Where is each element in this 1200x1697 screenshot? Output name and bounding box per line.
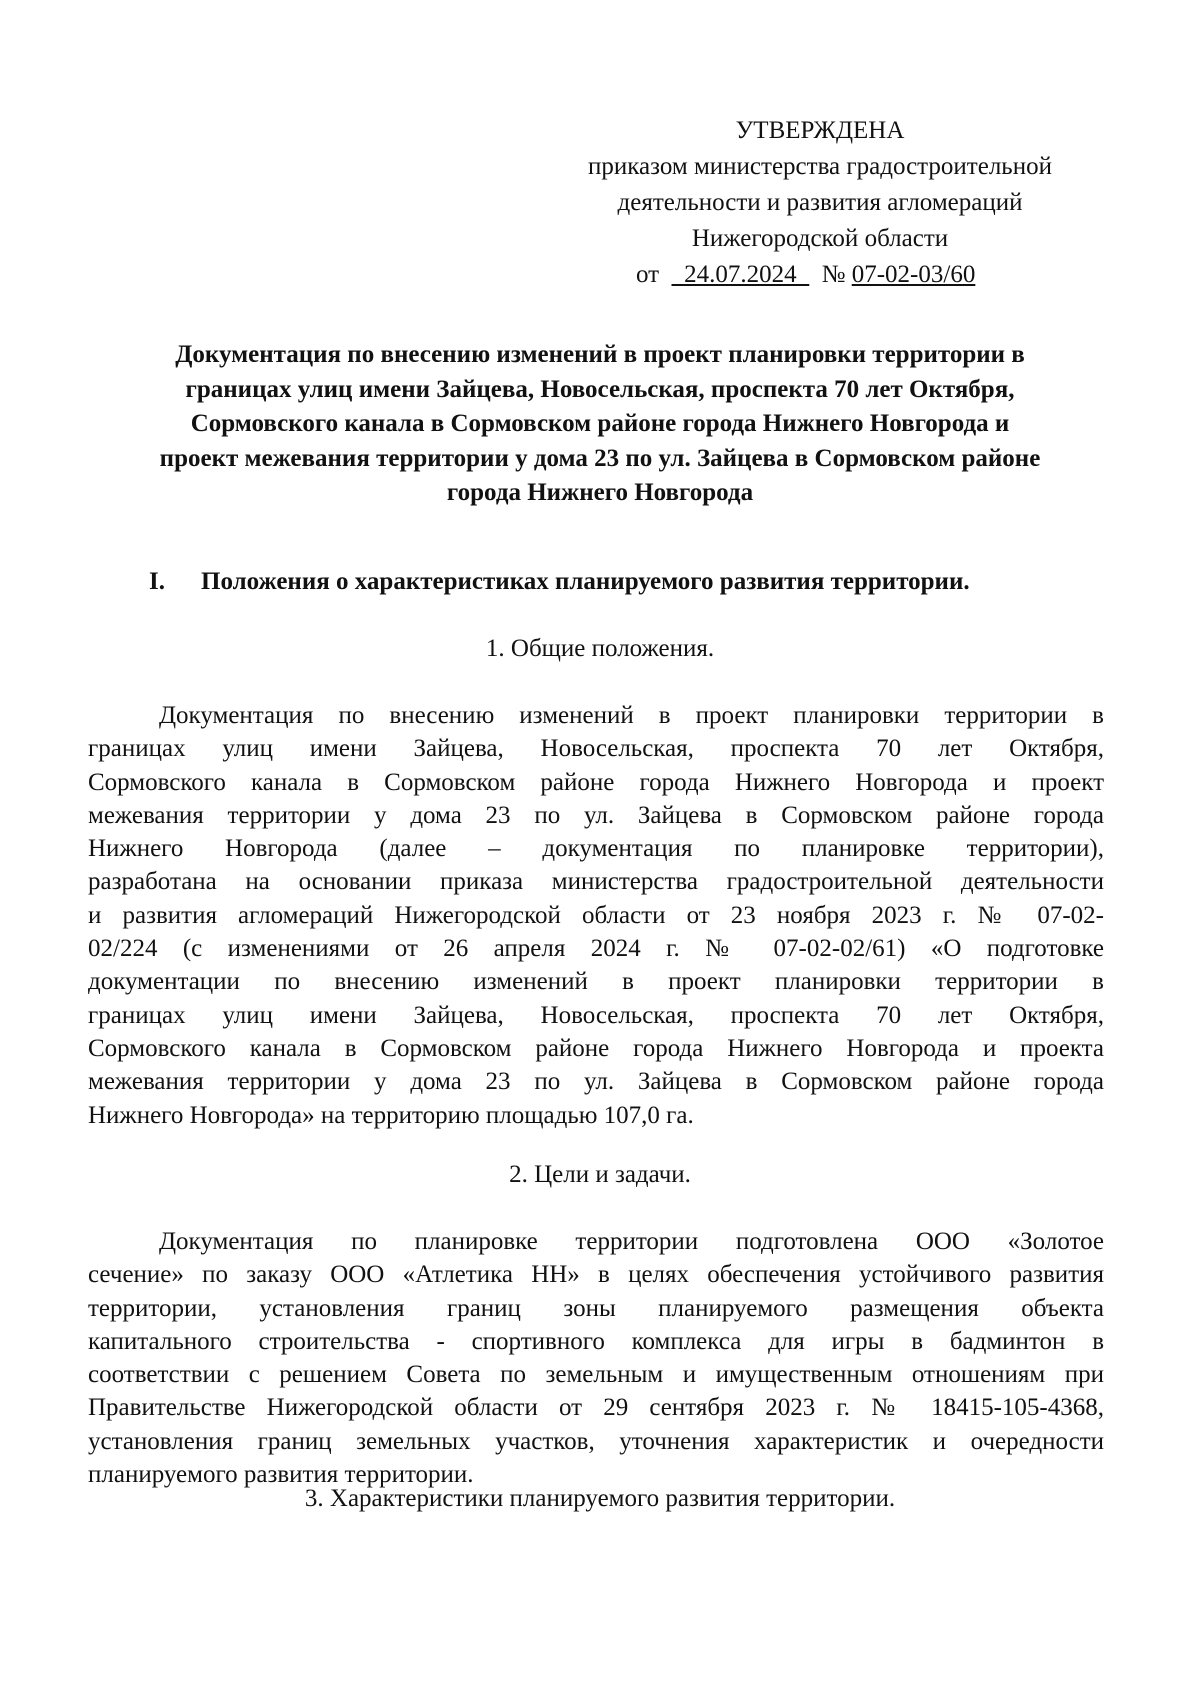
paragraph-line: сечение» по заказу ООО «Атлетика НН» в целях обеспечения устойчивого развития xyxy=(88,1261,1104,1289)
paragraph-line: границах улиц имени Зайцева, Новосельская, проспекта 70 лет Октября, xyxy=(88,735,1104,763)
paragraph-line: территории, установления границ зоны планируемого размещения объекта xyxy=(88,1294,1104,1322)
paragraph-line: межевания территории у дома 23 по ул. Зайцева в Сормовском районе города xyxy=(88,1068,1104,1096)
title-line: Сормовского канала в Сормовском районе города Нижнего Новгорода и xyxy=(190,410,1010,437)
approval-number-sign: № xyxy=(821,261,846,288)
paragraph-line: разработана на основании приказа министерства градостроительной деятельности xyxy=(88,868,1104,896)
paragraph-line: Документация по планировке территории подготовлена ООО «Золотое xyxy=(159,1228,1104,1255)
paragraph-line: межевания территории у дома 23 по ул. Зайцева в Сормовском районе города xyxy=(88,801,1104,829)
approval-prefix: от xyxy=(636,261,660,288)
title-line: Документация по внесению изменений в проект планировки территории в xyxy=(175,341,1025,368)
paragraph-goals xyxy=(88,1225,1104,1491)
approval-stamp xyxy=(540,113,1100,293)
paragraph-line: документации по внесению изменений в проект планировки территории в xyxy=(88,968,1104,996)
paragraph-line: и развития агломераций Нижегородской области от 23 ноября 2023 г. № 07-02- xyxy=(88,901,1104,929)
paragraph-line: Правительстве Нижегородской области от 29 сентября 2023 г. № 18415-105-4368, xyxy=(88,1394,1104,1422)
approval-reference xyxy=(540,257,1100,293)
paragraph-line: границах улиц имени Зайцева, Новосельская, проспекта 70 лет Октября, xyxy=(88,1001,1104,1029)
paragraph-line: капитального строительства - спортивного комплекса для игры в бадминтон в xyxy=(88,1327,1104,1355)
paragraph-line: 02/224 (с изменениями от 26 апреля 2024 г. № 07-02-02/61) «О подготовке xyxy=(88,935,1104,963)
title-line: города Нижнего Новгорода xyxy=(446,479,754,506)
section-number: I. xyxy=(149,568,165,595)
approval-line: приказом министерства градостроительной xyxy=(588,153,1052,180)
title-line: проект межевания территории у дома 23 по ул. Зайцева в Сормовском районе xyxy=(159,444,1041,472)
approval-date: _24.07.2024_ xyxy=(671,261,810,288)
section-heading xyxy=(149,565,970,599)
approval-heading: УТВЕРЖДЕНА xyxy=(735,117,905,144)
approval-line: деятельности и развития агломераций xyxy=(617,189,1023,216)
subheading-general: 1. Общие положения. xyxy=(485,635,715,662)
paragraph-line: Нижнего Новгорода (далее – документация по планировке территории), xyxy=(88,835,1104,863)
paragraph-line: установления границ земельных участков, уточнения характеристик и очередности xyxy=(88,1427,1104,1455)
approval-number: 07-02-03/60 xyxy=(851,261,976,288)
paragraph-line: Документация по внесению изменений в проект планировки территории в xyxy=(159,702,1104,729)
paragraph-general xyxy=(88,699,1104,1132)
title-line: границах улиц имени Зайцева, Новосельская, проспекта 70 лет Октября, xyxy=(185,375,1015,403)
paragraph-line: планируемого развития территории. xyxy=(88,1461,474,1489)
document-title xyxy=(96,338,1104,511)
approval-line: Нижегородской области xyxy=(691,225,949,252)
paragraph-line: Сормовского канала в Сормовском районе города Нижнего Новгорода и проекта xyxy=(88,1034,1104,1062)
paragraph-line: Сормовского канала в Сормовском районе города Нижнего Новгорода и проект xyxy=(88,768,1104,796)
section-title: Положения о характеристиках планируемого развития территории. xyxy=(201,568,970,595)
paragraph-line: Нижнего Новгорода» на территорию площадью 107,0 га. xyxy=(88,1101,694,1129)
subheading-characteristics: 3. Характеристики планируемого развития территории. xyxy=(304,1485,896,1512)
subheading-goals: 2. Цели и задачи. xyxy=(509,1161,691,1188)
paragraph-line: соответствии с решением Совета по земельным и имущественным отношениям при xyxy=(88,1361,1104,1389)
